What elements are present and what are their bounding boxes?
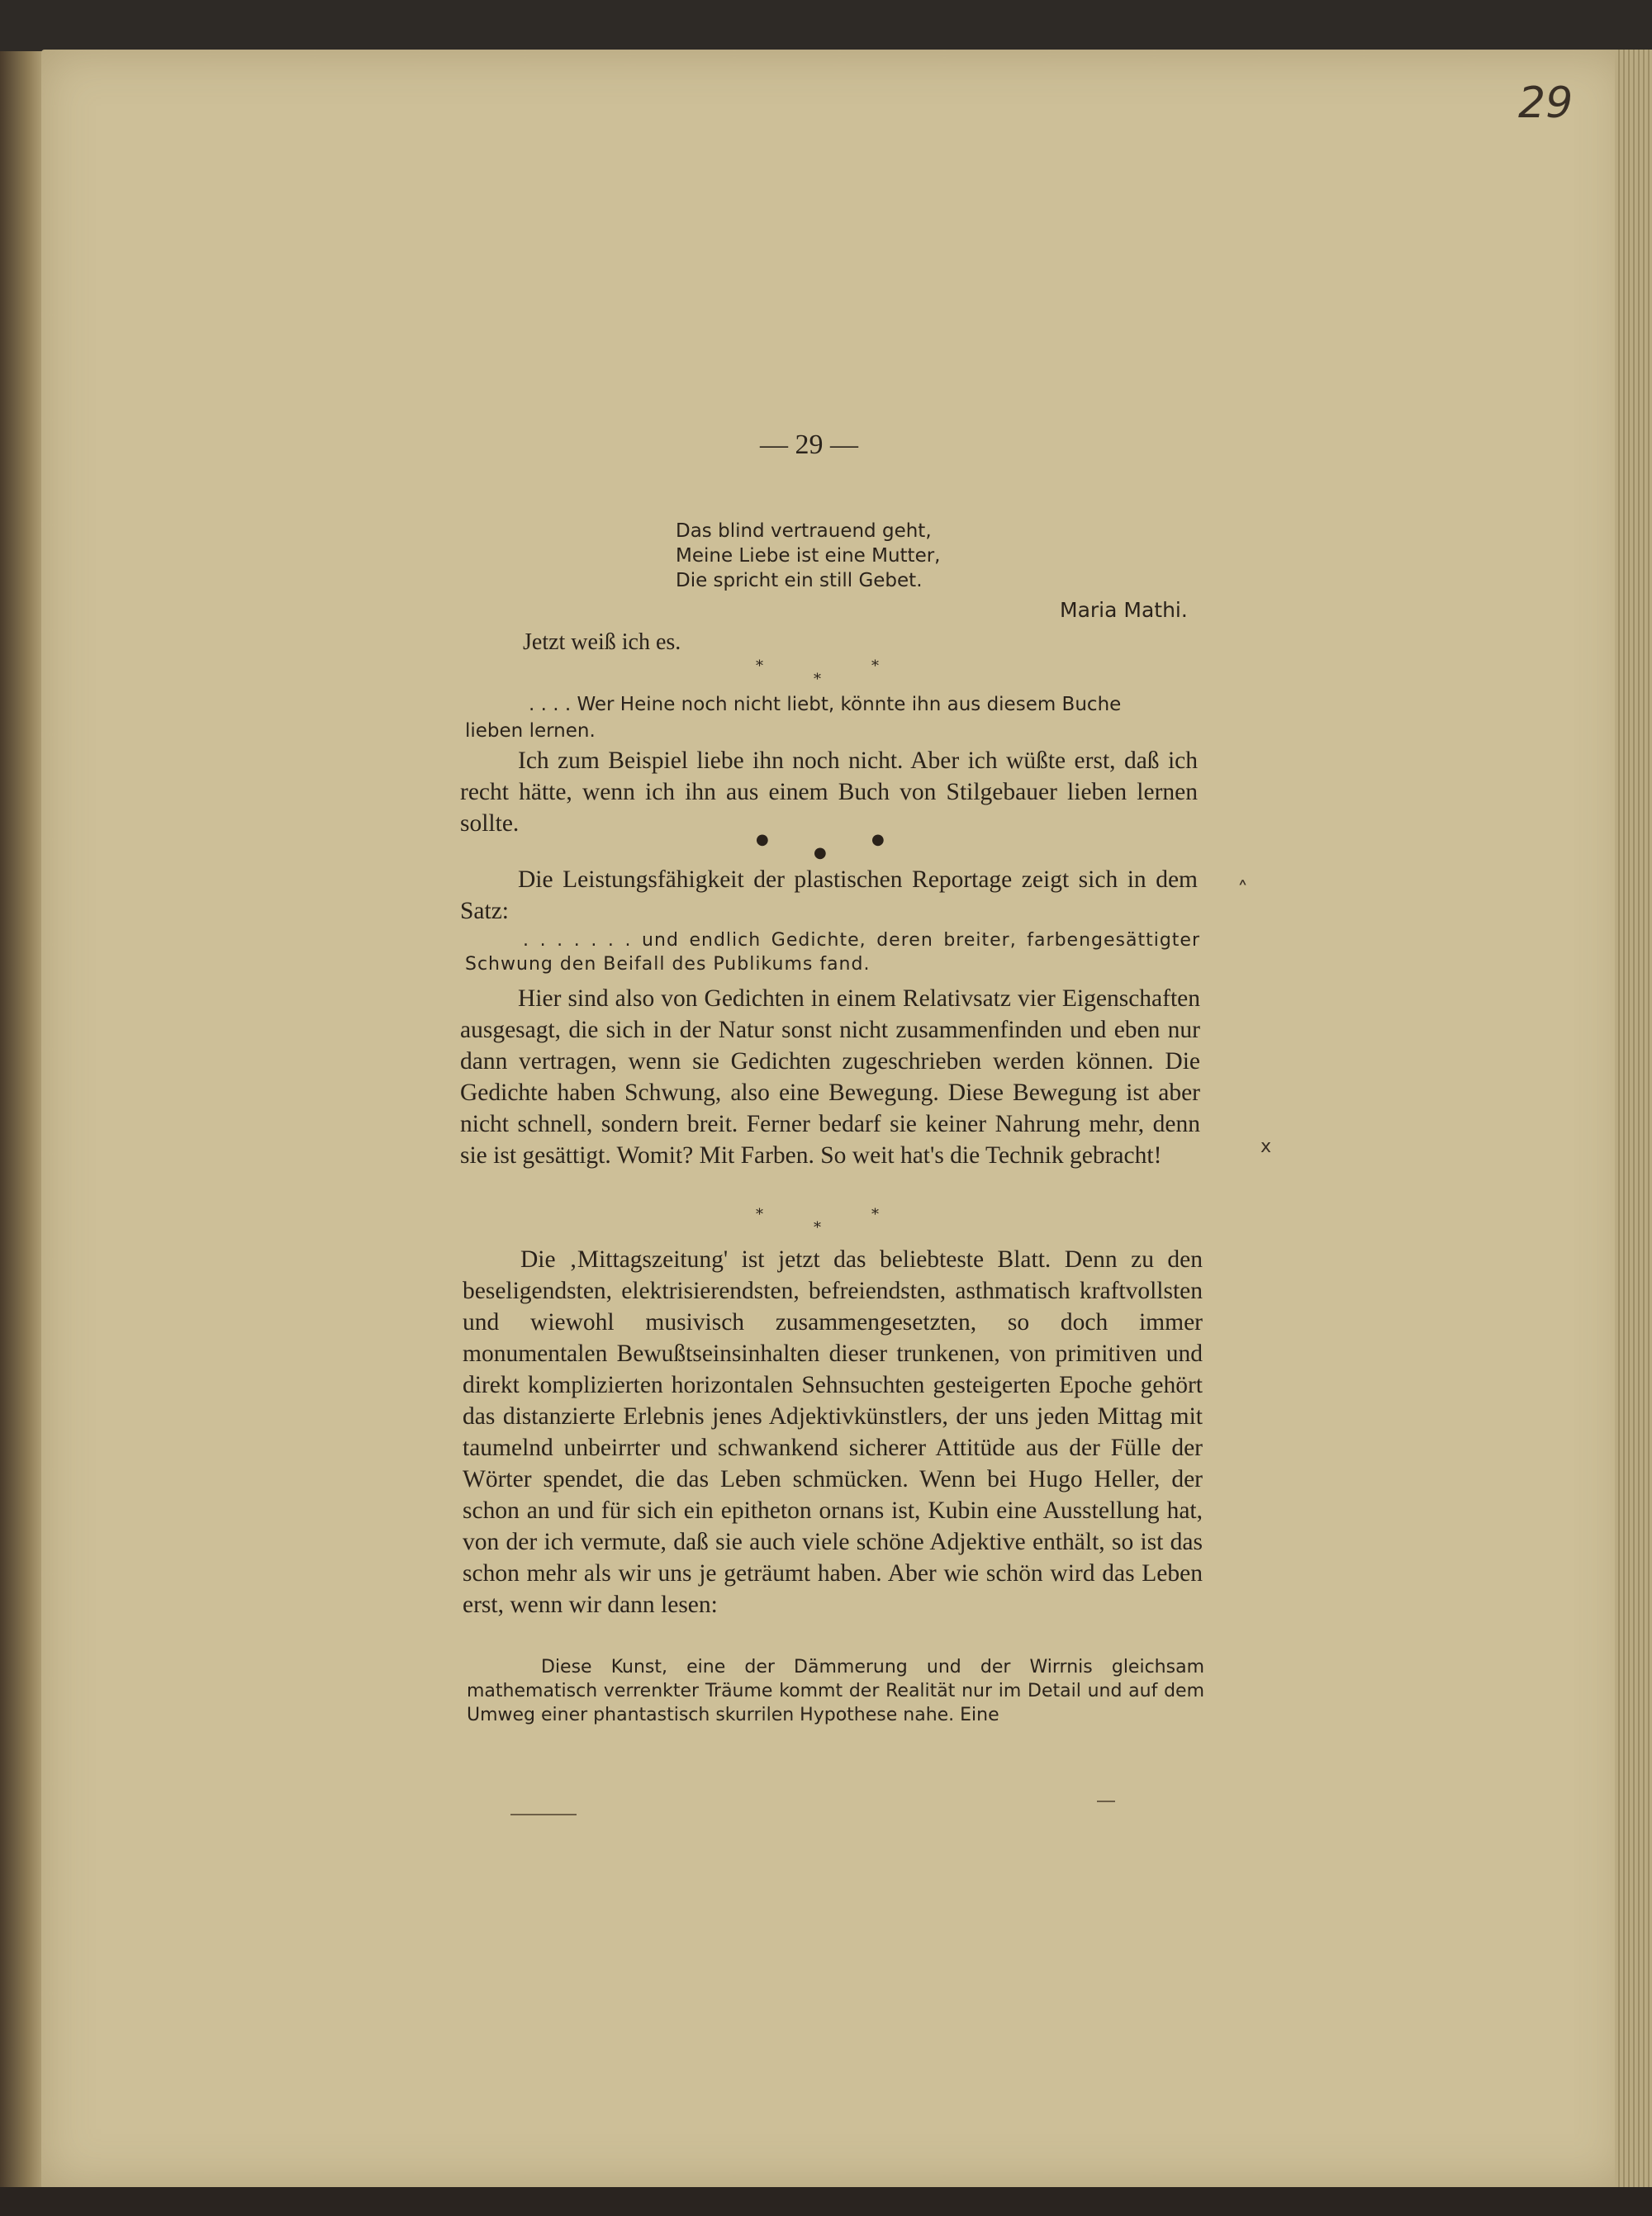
line-jetzt: Jetzt weiß ich es. bbox=[523, 629, 681, 655]
page-number: — 29 — bbox=[760, 429, 858, 460]
poem-line: Das blind vertrauend geht, bbox=[676, 520, 932, 542]
footer-rule-left bbox=[510, 1814, 577, 1815]
section-divider-3: * * * bbox=[756, 1206, 879, 1236]
section-divider-2: ● ● ● bbox=[756, 831, 885, 861]
paragraph-leistung: Die Leistungsfähigkeit der plastischen Reportage zeigt sich in dem Satz: bbox=[460, 866, 1198, 924]
poem bbox=[676, 519, 941, 593]
poem-line: Meine Liebe ist eine Mutter, bbox=[676, 545, 941, 567]
bottom-edge bbox=[0, 2187, 1652, 2216]
paragraph-mittagszeitung: Die ‚Mittagszeitung' ist jetzt das beliebteste Blatt. Denn zu den beseligendsten, elektrisierendsten, befreiendsten, asthmatisch kraftvollsten und wiewohl musivisch zusammengesetzten, so doch immer monumentalen Bewußtseinsinhalten dieser trunkenen, von primitiven und direkt komplizierten horizontalen Sehnsuchten gesteigerten Epoche gehört das distanzierte Erlebnis jenes Adjektivkünstlers, der uns jeden Mittag mit taumelnd unbeirrter und schwankend sicherer Attitüde aus der Fülle der Wörter spendet, die das Leben schmücken. Wenn bei Hugo Heller, der schon an und für sich ein epitheton ornans ist, Kubin eine Ausstellung hat, von der ich vermute, daß sie auch viele schöne Adjektive enthält, so ist das schon mehr als wir uns je geträumt haben. Aber wie schön wird das Leben erst, wenn wir dann lesen: bbox=[463, 1246, 1203, 1618]
poem-line: Die spricht ein still Gebet. bbox=[676, 570, 923, 591]
quote-heine-line-1: . . . . Wer Heine noch nicht liebt, könnte ihn aus diesem Buche bbox=[529, 694, 1122, 715]
section-divider-1: * * * bbox=[756, 657, 879, 688]
top-edge bbox=[0, 0, 1652, 51]
page-edges bbox=[1615, 50, 1652, 2189]
quote-gedichte: . . . . . . . und endlich Gedichte, deren breiter, farbengesättigter Schwung den Beifall des Publikums fand. bbox=[465, 930, 1200, 975]
book-spine bbox=[0, 0, 46, 2216]
paragraph-hier: Hier sind also von Gedichten in einem Relativsatz vier Eigenschaften ausgesagt, die sich in der Natur sonst nicht zusammenfinden und eben nur dann vertragen, wenn sie Gedichten zugeschrieben werden können. Die Gedichte haben Schwung, also eine Bewegung. Diese Bewegung ist aber nicht schnell, sondern breit. Ferner bedarf sie keiner Nahrung mehr, denn sie ist gesättigt. Womit? Mit Farben. So weit hat's die Technik gebracht! bbox=[460, 985, 1200, 1169]
margin-mark-1: ˄ bbox=[1237, 878, 1248, 903]
margin-mark-2: x bbox=[1260, 1136, 1272, 1157]
footer-rule-right bbox=[1097, 1801, 1115, 1802]
poem-author: Maria Mathi. bbox=[1060, 598, 1188, 622]
paragraph-beispiel: Ich zum Beispiel liebe ihn noch nicht. Aber ich wüßte erst, daß ich recht hätte, wenn ich ihn aus einem Buch von Stilgebauer lieben lernen sollte. bbox=[460, 747, 1198, 837]
quote-kunst: Diese Kunst, eine der Dämmerung und der Wirrnis gleichsam mathematisch verrenkter Träume kommt der Realität nur im Detail und auf dem Umweg einer phantastisch skurrilen Hypothese nahe. Eine bbox=[467, 1657, 1204, 1725]
quote-heine-line-2: lieben lernen. bbox=[465, 720, 596, 742]
archive-page-number: 29 bbox=[1518, 78, 1574, 128]
